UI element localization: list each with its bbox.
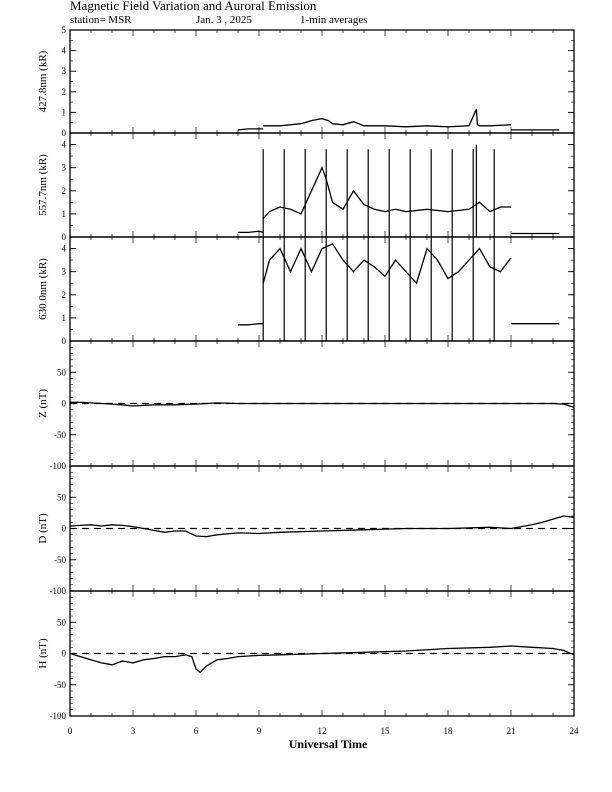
y-tick-label: 50 xyxy=(57,367,66,378)
y-tick-label: 0 xyxy=(61,232,66,242)
x-tick-label: 6 xyxy=(193,726,199,736)
series-line-p5577 xyxy=(238,231,263,232)
x-tick-label: 18 xyxy=(443,726,453,736)
y-tick-label: -100 xyxy=(49,711,66,721)
y-tick-label: -100 xyxy=(49,586,66,596)
y-tick-label: 2 xyxy=(61,86,66,97)
panels-group xyxy=(37,25,579,736)
y-tick-label: 3 xyxy=(61,266,66,277)
x-tick-label: 21 xyxy=(506,726,516,736)
y-tick-label: 0 xyxy=(61,523,66,534)
y-tick-label: 0 xyxy=(61,648,66,659)
panel-frame-p5577 xyxy=(70,133,574,237)
y-axis-label-pD: D (nT) xyxy=(37,513,49,544)
y-tick-label: -50 xyxy=(54,554,66,565)
x-tick-label: 24 xyxy=(569,726,579,736)
averaging-label: 1-min averages xyxy=(300,14,368,26)
x-tick-label: 12 xyxy=(317,726,327,736)
date-label: Jan. 3 , 2025 xyxy=(196,14,252,26)
y-tick-label: -100 xyxy=(49,461,66,471)
y-tick-label: 1 xyxy=(61,107,66,118)
x-axis-label: Universal Time xyxy=(288,737,368,751)
series-line-pH xyxy=(70,646,574,672)
y-axis-label-pH: H (nT) xyxy=(37,638,49,669)
y-tick-label: 50 xyxy=(57,492,66,503)
y-tick-label: 1 xyxy=(61,208,66,219)
y-axis-label-p4278: 427.8nm (kR) xyxy=(37,50,49,113)
y-tick-label: -50 xyxy=(54,429,66,440)
y-tick-label: 4 xyxy=(61,243,66,254)
chart-title: Magnetic Field Variation and Auroral Emission xyxy=(70,0,317,13)
series-line-p4278 xyxy=(238,129,263,130)
series-line-p6300 xyxy=(263,244,511,283)
series-line-p4278 xyxy=(263,109,511,127)
panel-frame-p6300 xyxy=(70,237,574,341)
y-tick-label: 2 xyxy=(61,185,66,196)
y-tick-label: 0 xyxy=(61,128,66,138)
series-line-p6300 xyxy=(238,324,263,325)
y-tick-label: 3 xyxy=(61,162,66,173)
y-axis-label-p5577: 557.7nm (kR) xyxy=(37,154,49,216)
x-tick-label: 0 xyxy=(67,726,73,736)
y-tick-label: 2 xyxy=(61,289,66,300)
series-line-pD xyxy=(70,516,574,537)
panel-frame-p4278 xyxy=(70,30,574,133)
station-label: station= MSR xyxy=(70,14,132,26)
x-tick-label: 3 xyxy=(130,726,136,736)
y-tick-label: 50 xyxy=(57,617,66,628)
y-tick-label: 3 xyxy=(61,66,66,77)
y-tick-label: 5 xyxy=(61,25,66,35)
y-tick-label: -50 xyxy=(54,679,66,690)
x-tick-label: 9 xyxy=(256,726,262,736)
y-tick-label: 1 xyxy=(61,312,66,323)
y-tick-label: 4 xyxy=(61,139,66,150)
y-tick-label: 0 xyxy=(61,398,66,409)
series-line-p5577 xyxy=(263,168,511,219)
y-axis-label-p6300: 630.0nm (kR) xyxy=(37,258,49,320)
y-tick-label: 4 xyxy=(61,45,66,56)
y-tick-label: 0 xyxy=(61,336,66,346)
y-axis-label-pZ: Z (nT) xyxy=(37,388,49,419)
x-tick-label: 15 xyxy=(380,726,390,736)
